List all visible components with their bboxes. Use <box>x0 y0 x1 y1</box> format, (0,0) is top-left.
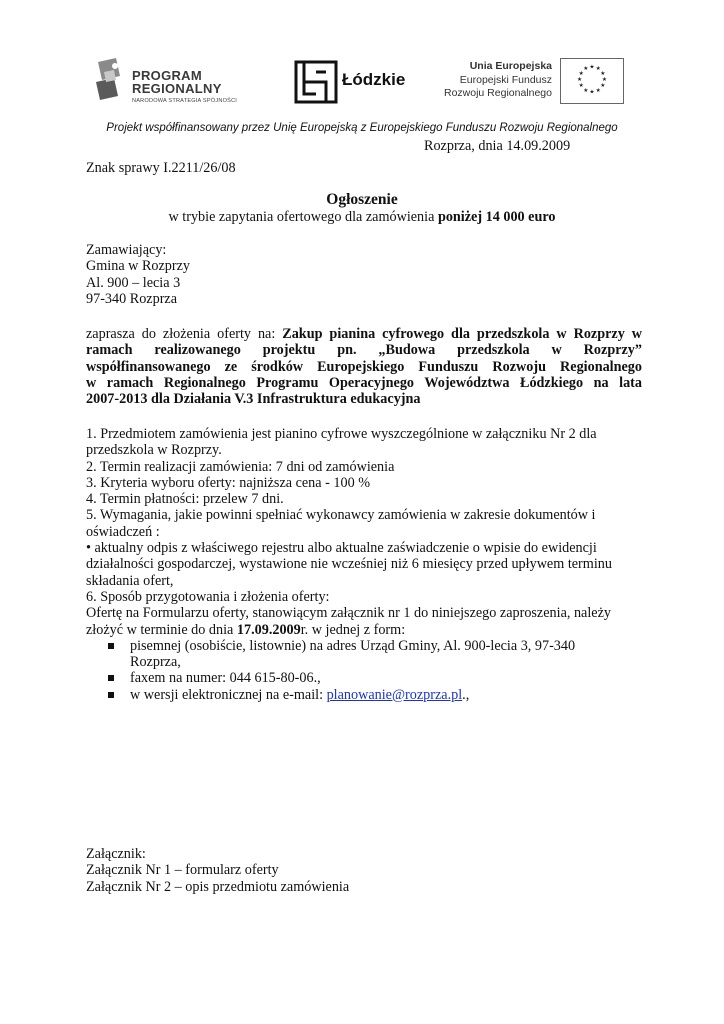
invitation-line: współfinansowanego ze środków Europejskiego Funduszu Rozwoju Regionalnego <box>86 358 642 375</box>
items-block <box>86 426 642 703</box>
buyer-block <box>86 242 642 307</box>
form-option-text <box>130 687 642 703</box>
email-suffix: ., <box>462 686 470 703</box>
header-logos <box>0 56 724 112</box>
eu-flag-icon <box>560 58 624 104</box>
document-title: Ogłoszenie <box>326 191 398 208</box>
document-subtitle <box>0 209 724 225</box>
item-line: 4. Termin płatności: przelew 7 dni. <box>86 491 284 508</box>
item-line: 2. Termin realizacji zamówienia: 7 dni od zamówienia <box>86 458 395 475</box>
svg-text:★: ★ <box>601 77 608 83</box>
invitation-prefix: zaprasza do złożenia oferty na: <box>86 326 283 342</box>
invitation-block <box>86 326 642 407</box>
square-bullet-icon <box>108 692 114 698</box>
deadline-prefix: złożyć w terminie do dnia <box>86 621 237 638</box>
program-regionalny-logo <box>94 58 254 108</box>
svg-text:★: ★ <box>600 83 606 90</box>
svg-text:★: ★ <box>578 83 584 90</box>
square-bullet-icon <box>108 675 114 681</box>
email-prefix: w wersji elektronicznej na e-mail: <box>130 686 327 703</box>
svg-text:★: ★ <box>576 77 583 83</box>
lodzkie-mark-icon <box>294 60 338 104</box>
item-line: składania ofert, <box>86 572 174 589</box>
item-line: 3. Kryteria wyboru oferty: najniższa cena - 100 % <box>86 474 371 491</box>
buyer-line: Zamawiający: <box>86 242 167 258</box>
attachment-line: Załącznik Nr 2 – opis przedmiotu zamówienia <box>86 878 350 895</box>
lodzkie-logo <box>294 60 414 104</box>
eu-logo-line2: Europejski Fundusz <box>459 74 552 86</box>
email-link[interactable]: planowanie@rozprza.pl <box>326 686 463 703</box>
case-number: Znak sprawy I.2211/26/08 <box>86 160 236 176</box>
eu-logo-line3: Rozwoju Regionalnego <box>444 87 552 99</box>
svg-text:★: ★ <box>589 89 595 96</box>
program-regionalny-mark-icon <box>94 58 124 108</box>
deadline-suffix: r. w jednej z form: <box>300 621 406 638</box>
invitation-line: w ramach Regionalnego Programu Operacyjnego Województwa Łódzkiego na lata <box>86 374 642 391</box>
eu-logo <box>432 58 624 108</box>
svg-text:★: ★ <box>595 87 601 94</box>
buyer-line: 97-340 Rozprza <box>86 290 178 307</box>
item-line: Ofertę na Formularzu oferty, stanowiącym załącznik nr 1 do niniejszego zaproszenia, należy <box>86 605 611 622</box>
item-line: 1. Przedmiotem zamówienia jest pianino cyfrowe wyszczególnione w załączniku Nr 2 dla <box>86 426 597 442</box>
attachment-line: Załącznik Nr 1 – formularz oferty <box>86 862 279 879</box>
attachment-line: Załącznik: <box>86 846 146 862</box>
invitation-subject: Zakup pianina cyfrowego dla przedszkola w Rozprzy w <box>282 326 643 342</box>
program-logo-line3: NARODOWA STRATEGIA SPÓJNOŚCI <box>132 98 238 104</box>
svg-text:★: ★ <box>578 70 584 77</box>
deadline-line <box>86 622 642 638</box>
program-logo-line1: PROGRAM <box>132 68 202 83</box>
buyer-line: Al. 900 – lecia 3 <box>86 274 181 291</box>
item-line: oświadczeń : <box>86 523 160 540</box>
item-line: 6. Sposób przygotowania i złożenia oferty: <box>86 588 330 605</box>
svg-text:★: ★ <box>583 87 589 94</box>
attachments-block <box>86 846 642 895</box>
form-option-text: faxem na numer: 044 615-80-06., <box>130 670 321 687</box>
cofinancing-note: Projekt współfinansowany przez Unię Europejską z Europejskiego Funduszu Rozwoju Regionalnego <box>106 122 618 134</box>
form-option-fax <box>86 670 642 686</box>
svg-text:★: ★ <box>589 64 595 71</box>
form-option-email <box>86 687 642 703</box>
item-line: działalności gospodarczej, wystawione nie wcześniej niż 6 miesięcy przed upływem terminu <box>86 556 612 573</box>
form-option-text: pisemnej (osobiście, listownie) na adres Urząd Gminy, Al. 900-lecia 3, 97-340 <box>130 637 576 654</box>
invitation-line: 2007-2013 dla Działania V.3 Infrastruktura edukacyjna <box>86 391 421 408</box>
item-line: przedszkola w Rozprzy. <box>86 442 222 459</box>
eu-logo-line1: Unia Europejska <box>469 60 552 72</box>
place-date: Rozprza, dnia 14.09.2009 <box>424 138 571 154</box>
svg-text:★: ★ <box>600 70 606 77</box>
subtitle-text: w trybie zapytania ofertowego dla zamówienia <box>168 209 438 225</box>
deadline-date: 17.09.2009 <box>236 621 301 638</box>
form-option-text: Rozprza, <box>130 654 181 671</box>
svg-text:★: ★ <box>583 66 589 73</box>
form-option-paper <box>86 638 642 671</box>
square-bullet-icon <box>108 643 114 649</box>
lodzkie-logo-text: Łódzkie <box>342 70 406 89</box>
buyer-line: Gmina w Rozprzy <box>86 258 191 275</box>
item-line: • aktualny odpis z właściwego rejestru albo aktualne zaświadczenie o wpisie do ewidencji <box>86 540 597 557</box>
invitation-line <box>86 326 642 342</box>
invitation-line: ramach realizowanego projektu pn. „Budowa przedszkola w Rozprzy” <box>86 342 642 359</box>
svg-text:★: ★ <box>595 66 601 73</box>
item-line: 5. Wymagania, jakie powinni spełniać wykonawcy zamówienia w zakresie dokumentów i <box>86 507 596 524</box>
subtitle-threshold: poniżej 14 000 euro <box>437 209 556 225</box>
program-logo-line2: REGIONALNY <box>132 81 222 96</box>
